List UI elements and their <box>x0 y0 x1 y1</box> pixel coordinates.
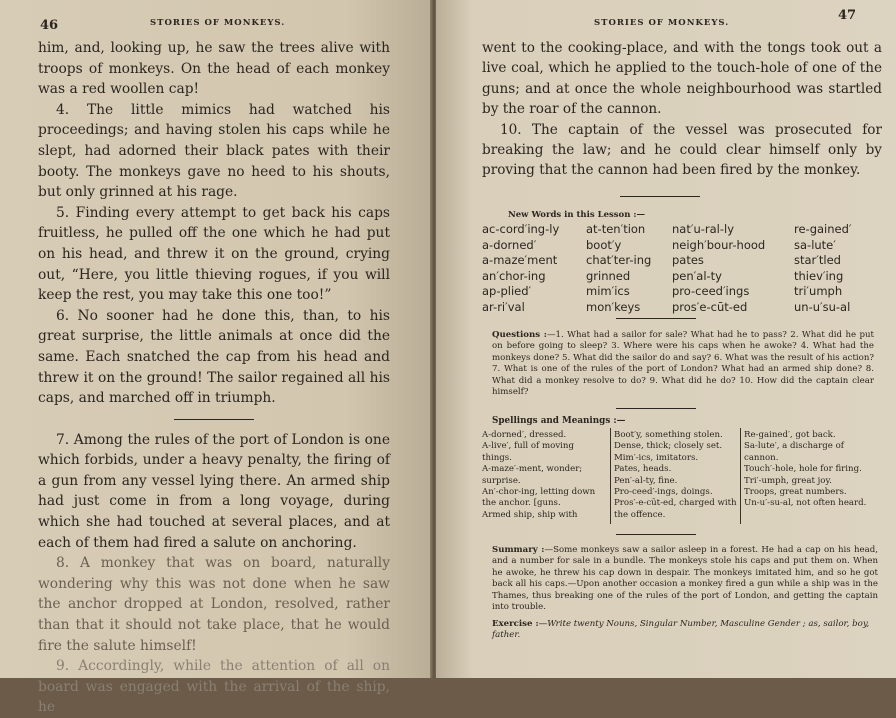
spelling-entry: Armed ship, ship with <box>482 509 578 520</box>
column-separator <box>610 428 611 524</box>
summary-label: Summary : <box>492 545 545 555</box>
section-divider <box>174 419 254 420</box>
new-words-heading: New Words in this Lesson :— <box>508 210 645 220</box>
vocab-word: mon′keys <box>586 299 641 314</box>
vocab-word: thiev′ing <box>794 268 844 283</box>
spellings-heading: Spellings and Meanings :— <box>492 416 626 426</box>
spelling-entry: Pros′-e-cūt-ed, charged with the offence. <box>614 498 737 520</box>
spelling-entry: Sa-lute′, a discharge of cannon. <box>744 441 844 463</box>
exercise-text: —Write twenty Nouns, Singular Number, Masculine Gender ; as, sailor, boy, father. <box>492 619 870 641</box>
paragraph: 8. A monkey that was on board, naturally wondering why this was not done when he saw the anchor dropped at London, resolved, rather than that it should not take place, that he would fire the salute himself! <box>38 555 390 654</box>
spelling-entry: Pates, heads. <box>614 464 672 475</box>
vocab-word: at-ten′tion <box>586 222 646 236</box>
spelling-entry: Boot′y, something stolen. <box>614 430 723 440</box>
spelling-entry: Pen′-al-ty, fine. <box>614 475 678 486</box>
spelling-entry: A-dorned′, dressed. <box>482 430 567 440</box>
spelling-entry: A-maze′-ment, wonder; surprise. <box>482 464 583 486</box>
spellings-column <box>482 430 606 521</box>
questions-block <box>492 330 874 398</box>
page-number-left: 46 <box>40 18 59 33</box>
new-words-column <box>586 222 651 316</box>
spelling-entry: Mim′-ics, imitators. <box>614 452 699 463</box>
spelling-entry: Dense, thick; closely set. <box>614 441 723 452</box>
left-body-text <box>38 38 390 718</box>
vocab-word: ac-cord′ing-ly <box>482 222 560 236</box>
running-head-left: STORIES OF MONKEYS. <box>150 18 286 28</box>
vocab-word: un-u′su-al <box>794 299 851 314</box>
page-number-right: 47 <box>838 8 857 23</box>
section-divider <box>620 196 700 197</box>
vocab-word: re-gained′ <box>794 222 852 236</box>
vocab-word: nat′u-ral-ly <box>672 222 735 236</box>
vocab-word: star′tled <box>794 253 841 268</box>
vocab-word: grinned <box>586 268 631 283</box>
new-words-column <box>482 222 559 316</box>
summary-text: —Some monkeys saw a sailor asleep in a forest. He had a cap on his head, and a number for sale in a bundle. The monkeys stole his caps and put them on. When he awoke, he threw his cap down in despair. The monkeys imitated him, and so he got back all his caps.—Upon another occasion a monkey fired a gun while a ship was in the Thames, thus breaking one of the rules of the port of London, and getting the captain into trouble. <box>492 545 878 613</box>
vocab-word: pros′e-cūt-ed <box>672 299 748 314</box>
running-head-right: STORIES OF MONKEYS. <box>594 18 730 28</box>
paragraph: 6. No sooner had he done this, than, to his great surprise, the little animals at once did the same. Each snatched the cap from his head and threw it on the ground! The sailor regained all his caps, and marched off in triumph. <box>38 307 390 407</box>
summary-block <box>492 545 878 613</box>
spelling-entry: A-live′, full of moving things. <box>482 441 574 463</box>
vocab-word: a-dorned′ <box>482 237 537 252</box>
left-page <box>0 0 432 716</box>
section-divider <box>616 534 696 535</box>
vocab-word: mim′ics <box>586 284 630 299</box>
paragraph: him, and, looking up, he saw the trees alive with troops of monkeys. On the head of each monkey was a red woollen cap! <box>38 40 390 98</box>
section-divider <box>616 318 696 319</box>
vocab-word: a-maze′ment <box>482 253 558 268</box>
vocab-word: ap-plied′ <box>482 284 532 299</box>
paragraph: 5. Finding every attempt to get back his caps fruitless, he pulled off the one which he had put on his head, and threw it on the ground, crying out, “Here, you little thieving rogues, if you will keep the rest, you may take this one too!” <box>38 204 390 304</box>
paragraph: went to the cooking-place, and with the tongs took out a live coal, which he applied to the touch-hole of one of the guns; and at once the whole neighbourhood was startled by the roar of the cannon. <box>482 40 882 118</box>
vocab-word: chat′ter-ing <box>586 253 652 268</box>
paragraph: 4. The little mimics had watched his proceedings; and having stolen his caps while he slept, had adorned their black pates with their booty. The monkeys gave no heed to his shouts, but only grinned at his rage. <box>38 101 390 201</box>
paragraph: 10. The captain of the vessel was prosecuted for breaking the law; and he could clear himself only by proving that the cannon had been fired by the monkey. <box>482 121 882 179</box>
spelling-entry: Touch′-hole, hole for firing. <box>744 464 862 475</box>
right-body-text <box>482 38 882 181</box>
spelling-entry: Pro-ceed′-ings, doings. <box>614 487 713 498</box>
vocab-word: boot′y <box>586 237 622 252</box>
new-words-column <box>672 222 765 316</box>
right-page <box>436 0 896 678</box>
paragraph: 9. Accordingly, while the attention of all on board was engaged with the arrival of the ship, he <box>38 658 390 716</box>
exercise-block <box>492 619 878 642</box>
spellings-column <box>614 430 738 521</box>
questions-text: —1. What had a sailor for sale? What had he to pass? 2. What did he put on before going to sleep? 3. Where were his caps when he awoke? 4. What had the monkeys done? 5. What did the sailor do and say? 6. What was the result of his action? 7. What is one of the rules of the port of London? What had an armed ship done? 8. What did a monkey resolve to do? 9. What did he do? 10. How did the captain clear himself? <box>492 330 874 398</box>
section-divider <box>616 408 696 409</box>
vocab-word: an′chor-ing <box>482 268 546 283</box>
vocab-word: pen′al-ty <box>672 268 722 283</box>
vocab-word: neigh′bour-hood <box>672 237 766 252</box>
column-separator <box>740 428 741 524</box>
spelling-entry: Re-gained′, got back. <box>744 430 836 440</box>
paragraph: 7. Among the rules of the port of London is one which forbids, under a heavy penalty, the firing of a gun from any vessel lying there. An armed ship had just come in from a long voyage, during which she had touched at several places, and at each of them had fired a salute on anchoring. <box>38 431 390 551</box>
spelling-entry: An′-chor-ing, letting down the anchor. [guns. <box>482 487 596 509</box>
questions-label: Questions : <box>492 330 547 340</box>
vocab-word: tri′umph <box>794 284 843 299</box>
exercise-label: Exercise : <box>492 619 539 629</box>
spelling-entry: Tri′-umph, great joy. <box>744 475 832 486</box>
vocab-word: pates <box>672 253 704 268</box>
vocab-word: pro-ceed′ings <box>672 284 750 299</box>
vocab-word: ar-ri′val <box>482 299 525 314</box>
vocab-word: sa-lute′ <box>794 237 836 252</box>
new-words-column <box>794 222 852 316</box>
spellings-column <box>744 430 878 510</box>
spelling-entry: Troops, great numbers. <box>744 487 847 498</box>
spelling-entry: Un-u′-su-al, not often heard. <box>744 498 867 509</box>
